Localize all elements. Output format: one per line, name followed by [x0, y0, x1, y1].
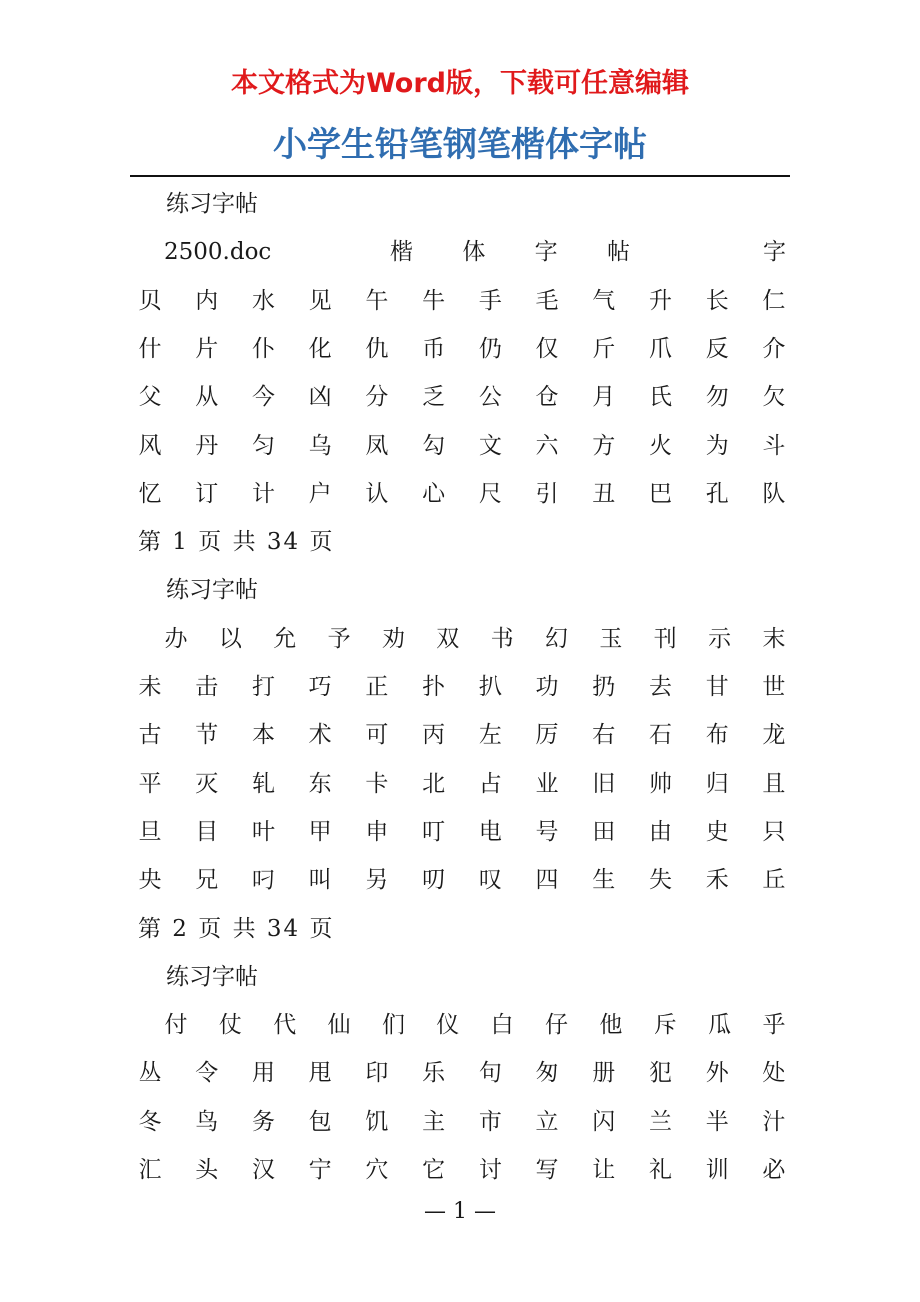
header-char: 字	[534, 239, 558, 266]
practice-char: 丹	[195, 432, 219, 459]
practice-char: 节	[195, 722, 219, 749]
practice-char: 处	[762, 1060, 786, 1087]
practice-char: 币	[422, 335, 446, 362]
practice-char: 分	[365, 384, 389, 411]
practice-char: 予	[327, 625, 351, 652]
practice-char: 叨	[422, 867, 446, 894]
practice-char: 册	[592, 1060, 616, 1087]
practice-char: 讨	[478, 1157, 502, 1183]
char-row	[138, 856, 786, 904]
section-label: 练习字帖	[166, 963, 258, 990]
practice-char: 史	[705, 818, 729, 845]
practice-char: 仍	[478, 335, 502, 362]
practice-char: 付	[164, 1012, 188, 1039]
practice-char: 为	[705, 432, 729, 459]
practice-char: 令	[195, 1060, 219, 1087]
char-row	[138, 470, 786, 518]
practice-char: 方	[592, 432, 616, 459]
practice-char: 他	[599, 1012, 623, 1039]
practice-char: 写	[535, 1157, 559, 1183]
practice-char: 外	[705, 1060, 729, 1087]
practice-char: 勾	[422, 432, 446, 459]
header-row	[164, 228, 786, 276]
practice-char: 让	[592, 1157, 616, 1183]
header-char: 楷	[390, 239, 413, 266]
practice-char: 北	[422, 770, 446, 797]
practice-char: 仙	[327, 1012, 351, 1039]
practice-char: 央	[138, 867, 162, 894]
practice-char: 龙	[762, 722, 786, 749]
header-title-chars	[390, 228, 630, 276]
practice-char: 东	[308, 770, 332, 797]
practice-char: 帅	[648, 770, 672, 797]
practice-char: 叹	[478, 867, 502, 894]
char-row	[138, 373, 786, 421]
practice-char: 礼	[648, 1157, 672, 1183]
practice-char: 计	[251, 480, 275, 507]
practice-char: 旦	[138, 818, 162, 845]
practice-char: 示	[708, 625, 732, 652]
practice-char: 半	[705, 1108, 729, 1135]
practice-char: 只	[762, 818, 786, 845]
file-name: 2500.doc	[164, 239, 272, 266]
char-row	[164, 615, 786, 663]
practice-char: 叫	[308, 867, 332, 894]
practice-char: 训	[705, 1157, 729, 1183]
practice-char: 打	[251, 674, 275, 700]
char-row	[138, 325, 786, 373]
practice-char: 四	[535, 867, 559, 894]
practice-char: 丙	[422, 722, 446, 749]
practice-char: 用	[251, 1060, 275, 1087]
practice-char: 办	[164, 625, 188, 652]
practice-char: 毛	[535, 287, 559, 314]
practice-char: 丑	[592, 480, 616, 507]
practice-char: 闪	[592, 1108, 616, 1135]
practice-char: 幻	[545, 625, 569, 652]
practice-char: 巴	[648, 480, 672, 507]
header-trailing-char: 字	[763, 239, 786, 266]
practice-char: 且	[762, 770, 786, 797]
practice-char: 印	[365, 1060, 389, 1087]
practice-char: 必	[762, 1157, 786, 1183]
practice-char: 立	[535, 1108, 559, 1135]
practice-char: 汁	[762, 1108, 786, 1135]
practice-char: 穴	[365, 1157, 389, 1183]
practice-char: 正	[365, 674, 389, 700]
title-divider	[130, 175, 790, 177]
practice-char: 去	[648, 674, 672, 700]
practice-char: 布	[705, 722, 729, 749]
practice-char: 父	[138, 384, 162, 411]
practice-char: 仅	[535, 335, 559, 362]
practice-char: 见	[308, 287, 332, 314]
practice-char: 丛	[138, 1060, 162, 1087]
practice-char: 鸟	[195, 1108, 219, 1135]
practice-char: 平	[138, 770, 162, 797]
practice-char: 氏	[648, 384, 672, 411]
practice-char: 归	[705, 770, 729, 797]
practice-char: 本	[251, 722, 275, 749]
practice-char: 勿	[705, 384, 729, 411]
practice-char: 忆	[138, 480, 162, 507]
practice-char: 心	[422, 480, 446, 507]
practice-char: 手	[478, 287, 502, 314]
practice-char: 石	[648, 722, 672, 749]
char-row	[138, 1098, 786, 1146]
practice-char: 牛	[422, 287, 446, 314]
practice-char: 今	[251, 384, 275, 411]
practice-char: 月	[592, 384, 616, 411]
practice-char: 斥	[653, 1012, 677, 1039]
section-label: 练习字帖	[166, 191, 258, 217]
practice-char: 卡	[365, 770, 389, 797]
practice-char: 瓜	[708, 1012, 732, 1039]
practice-char: 匀	[251, 432, 275, 459]
practice-char: 叶	[251, 818, 275, 845]
practice-char: 气	[592, 287, 616, 314]
document-title: 小学生铅笔钢笔楷体字帖	[273, 125, 647, 165]
practice-char: 另	[365, 867, 389, 894]
practice-char: 击	[195, 674, 219, 700]
practice-char: 乐	[422, 1060, 446, 1087]
practice-char: 头	[195, 1157, 219, 1183]
practice-char: 爪	[648, 335, 672, 362]
practice-char: 引	[535, 480, 559, 507]
practice-char: 它	[422, 1157, 446, 1183]
practice-char: 欠	[762, 384, 786, 411]
practice-char: 以	[218, 625, 242, 652]
practice-char: 乏	[422, 384, 446, 411]
practice-char: 厉	[535, 722, 559, 749]
practice-char: 乌	[308, 432, 332, 459]
practice-char: 代	[273, 1012, 297, 1039]
practice-char: 订	[195, 480, 219, 507]
practice-char: 什	[138, 335, 162, 362]
practice-char: 户	[308, 480, 332, 507]
char-row	[138, 711, 786, 759]
practice-char: 申	[365, 818, 389, 845]
practice-char: 凤	[365, 432, 389, 459]
practice-char: 仓	[535, 384, 559, 411]
page-number-footer: — 1 —	[424, 1199, 496, 1224]
practice-char: 古	[138, 722, 162, 749]
practice-char: 禾	[705, 867, 729, 894]
practice-char: 末	[762, 625, 786, 652]
practice-char: 匆	[535, 1060, 559, 1087]
practice-char: 左	[478, 722, 502, 749]
practice-char: 叼	[251, 867, 275, 894]
practice-char: 仪	[436, 1012, 460, 1039]
practice-char: 丘	[762, 867, 786, 894]
practice-char: 刊	[653, 625, 677, 652]
practice-char: 功	[535, 674, 559, 700]
practice-char: 长	[705, 287, 729, 314]
practice-char: 孔	[705, 480, 729, 507]
page-count-line: 第 1 页 共 34 页	[138, 529, 335, 556]
practice-char: 反	[705, 335, 729, 362]
practice-char: 右	[592, 722, 616, 749]
practice-char: 扔	[592, 674, 616, 700]
practice-char: 号	[535, 818, 559, 845]
practice-char: 水	[251, 287, 275, 314]
practice-char: 兰	[648, 1108, 672, 1135]
practice-char: 冬	[138, 1108, 162, 1135]
practice-char: 句	[478, 1060, 502, 1087]
char-row	[138, 422, 786, 470]
practice-char: 文	[478, 432, 502, 459]
practice-char: 斗	[762, 432, 786, 459]
practice-char: 主	[422, 1108, 446, 1135]
practice-char: 仆	[251, 335, 275, 362]
practice-char: 田	[592, 818, 616, 845]
practice-char: 从	[195, 384, 219, 411]
practice-char: 巧	[308, 674, 332, 700]
char-row	[138, 760, 786, 808]
practice-char: 斤	[592, 335, 616, 362]
practice-char: 电	[478, 818, 502, 845]
practice-char: 火	[648, 432, 672, 459]
char-row	[138, 808, 786, 856]
practice-char: 可	[365, 722, 389, 749]
practice-char: 甩	[308, 1060, 332, 1087]
practice-char: 目	[195, 818, 219, 845]
practice-char: 贝	[138, 287, 162, 314]
practice-char: 包	[308, 1108, 332, 1135]
char-row	[164, 1001, 786, 1049]
practice-char: 白	[490, 1012, 514, 1039]
practice-char: 允	[273, 625, 297, 652]
practice-char: 灭	[195, 770, 219, 797]
practice-char: 扒	[478, 674, 502, 700]
practice-char: 书	[490, 625, 514, 652]
practice-char: 宁	[308, 1157, 332, 1183]
practice-char: 由	[648, 818, 672, 845]
practice-char: 务	[251, 1108, 275, 1135]
practice-char: 甲	[308, 818, 332, 845]
practice-char: 汇	[138, 1157, 162, 1183]
practice-char: 化	[308, 335, 332, 362]
practice-char: 叮	[422, 818, 446, 845]
practice-char: 们	[381, 1012, 405, 1039]
practice-char: 公	[478, 384, 502, 411]
practice-char: 介	[762, 335, 786, 362]
char-row	[138, 1146, 786, 1194]
practice-char: 汉	[251, 1157, 275, 1183]
practice-char: 内	[195, 287, 219, 314]
char-row	[138, 277, 786, 325]
practice-char: 午	[365, 287, 389, 314]
practice-char: 玉	[599, 625, 623, 652]
practice-char: 认	[365, 480, 389, 507]
practice-char: 仁	[762, 287, 786, 314]
practice-char: 风	[138, 432, 162, 459]
practice-char: 占	[478, 770, 502, 797]
practice-char: 兄	[195, 867, 219, 894]
practice-char: 市	[478, 1108, 502, 1135]
practice-char: 仔	[545, 1012, 569, 1039]
header-char: 体	[462, 239, 486, 266]
download-banner: 本文格式为Word版，下载可任意编辑	[230, 68, 689, 99]
practice-char: 仗	[218, 1012, 242, 1039]
practice-char: 旧	[592, 770, 616, 797]
practice-char: 升	[648, 287, 672, 314]
practice-char: 失	[648, 867, 672, 894]
practice-char: 片	[195, 335, 219, 362]
practice-char: 扑	[422, 674, 446, 700]
section-label: 练习字帖	[166, 577, 258, 604]
practice-char: 队	[762, 480, 786, 507]
practice-char: 世	[762, 674, 786, 700]
practice-char: 仇	[365, 335, 389, 362]
practice-char: 犯	[648, 1060, 672, 1087]
header-char: 帖	[606, 239, 630, 266]
practice-char: 饥	[365, 1108, 389, 1135]
char-row	[138, 663, 786, 711]
practice-char: 甘	[705, 674, 729, 700]
practice-char: 业	[535, 770, 559, 797]
char-row	[138, 1049, 786, 1097]
practice-char: 劝	[381, 625, 405, 652]
practice-char: 未	[138, 674, 162, 700]
practice-char: 生	[592, 867, 616, 894]
page-count-line: 第 2 页 共 34 页	[138, 915, 335, 942]
practice-char: 乎	[762, 1012, 786, 1039]
practice-char: 轧	[251, 770, 275, 797]
practice-char: 双	[436, 625, 460, 652]
practice-char: 六	[535, 432, 559, 459]
practice-char: 凶	[308, 384, 332, 411]
practice-char: 术	[308, 722, 332, 749]
practice-char: 尺	[478, 480, 502, 507]
